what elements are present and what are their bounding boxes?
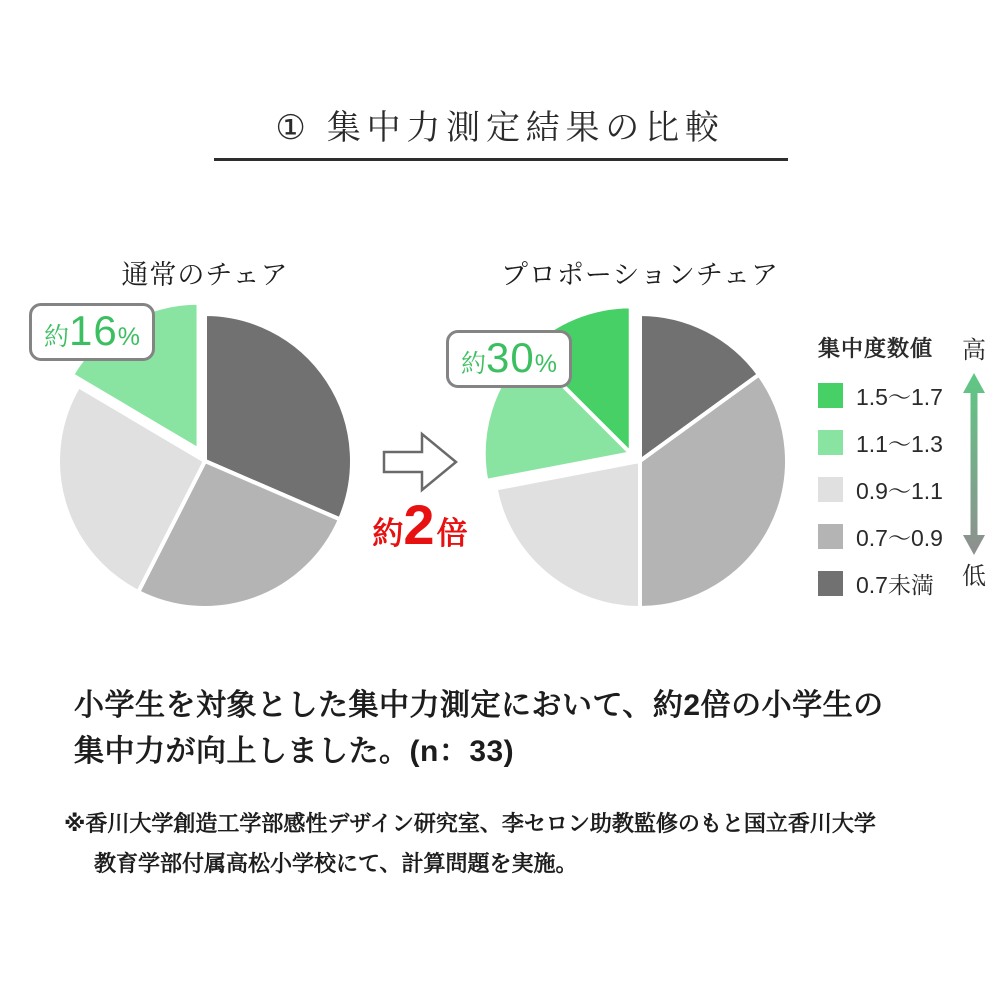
axis-high-label: 高 — [962, 337, 986, 364]
right-arrow-shape — [384, 434, 456, 490]
legend-swatch-green-light — [818, 430, 843, 455]
page-title: ① 集中力測定結果の比較 — [275, 109, 725, 147]
right-arrow-icon — [381, 431, 459, 493]
callout-prefix: 約 — [461, 350, 487, 378]
callout-value: 16 — [69, 307, 118, 354]
footnote — [64, 804, 964, 884]
legend-item — [818, 520, 943, 553]
legend-swatch-gray-light — [818, 477, 843, 502]
legend-swatch-gray-mid — [818, 524, 843, 549]
callout-value: 30 — [486, 334, 535, 381]
callout-suffix: % — [534, 350, 557, 378]
high-low-arrow-icon — [960, 372, 988, 556]
comparison-value: 2 — [403, 493, 437, 556]
legend-title: 集中度数値 — [818, 336, 934, 361]
legend-item — [818, 567, 943, 600]
legend — [818, 379, 943, 614]
comparison-label — [340, 493, 500, 569]
callout-prefix: 約 — [44, 323, 70, 351]
legend-swatch-gray-dark — [818, 571, 843, 596]
legend-axis — [950, 336, 998, 592]
legend-item — [818, 426, 943, 459]
summary-text — [74, 683, 974, 775]
legend-item — [818, 379, 943, 412]
footnote-line-2: 教育学部付属高松小学校にて、計算問題を実施。 — [94, 851, 578, 876]
double-arrow-shape — [963, 373, 985, 555]
footnote-line-1: ※香川大学創造工学部感性デザイン研究室、李セロン助教監修のもと国立香川大学 — [64, 811, 876, 836]
legend-label: 1.5〜1.7 — [856, 384, 943, 410]
title-underline — [214, 158, 788, 161]
legend-label: 0.7未満 — [856, 572, 934, 598]
legend-label: 1.1〜1.3 — [856, 431, 943, 457]
callout-30-percent — [446, 330, 572, 388]
callout-suffix: % — [117, 323, 140, 351]
summary-line-2: 集中力が向上しました。(n：33) — [74, 735, 515, 768]
legend-item — [818, 473, 943, 506]
comparison-prefix: 約 — [372, 516, 404, 551]
pie-title-normal-chair: 通常のチェア — [121, 260, 289, 290]
legend-label: 0.9〜1.1 — [856, 478, 943, 504]
legend-label: 0.7〜0.9 — [856, 525, 943, 551]
comparison-suffix: 倍 — [436, 516, 468, 551]
pie-slice-0.9〜1.1 — [496, 461, 640, 608]
summary-line-1: 小学生を対象とした集中力測定において、約2倍の小学生の — [74, 689, 884, 722]
pie-title-proportion-chair: プロポーションチェア — [500, 260, 780, 290]
axis-low-label: 低 — [962, 563, 986, 590]
legend-swatch-green-dark — [818, 383, 843, 408]
callout-16-percent — [29, 303, 155, 361]
